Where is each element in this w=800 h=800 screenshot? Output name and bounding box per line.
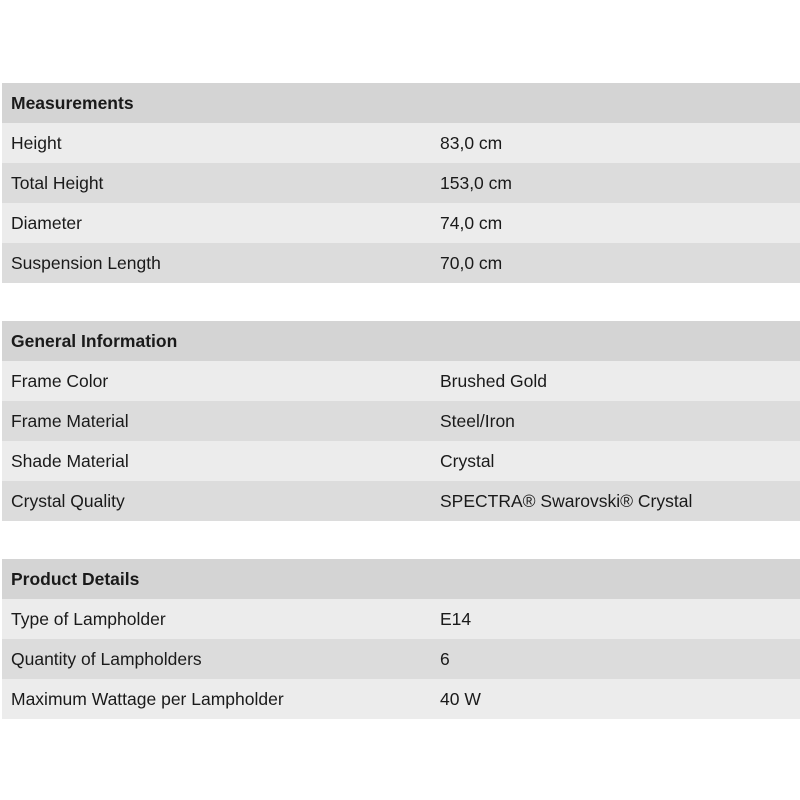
- table-row: [2, 401, 800, 441]
- section-title: Product Details: [11, 568, 140, 589]
- row-label: Suspension Length: [11, 252, 161, 273]
- row-value: 6: [440, 648, 450, 669]
- table-row: [2, 163, 800, 203]
- table-row: [2, 203, 800, 243]
- product-details-table: [2, 559, 800, 719]
- table-row: [2, 123, 800, 163]
- row-label: Shade Material: [11, 450, 129, 471]
- table-row: [2, 639, 800, 679]
- row-value: Crystal: [440, 450, 495, 471]
- row-label: Total Height: [11, 172, 104, 193]
- row-value: E14: [440, 608, 472, 629]
- row-label: Frame Material: [11, 410, 129, 431]
- row-value: 153,0 cm: [440, 172, 512, 193]
- table-row: [2, 243, 800, 283]
- row-value: SPECTRA® Swarovski® Crystal: [440, 490, 693, 511]
- row-label: Frame Color: [11, 370, 109, 391]
- table-row: [2, 481, 800, 521]
- general-information-table: [2, 321, 800, 521]
- section-title: Measurements: [11, 92, 134, 113]
- row-label: Type of Lampholder: [11, 608, 166, 629]
- section-header: [2, 559, 800, 599]
- table-row: [2, 441, 800, 481]
- row-value: 70,0 cm: [440, 252, 503, 273]
- section-header: [2, 321, 800, 361]
- row-label: Quantity of Lampholders: [11, 648, 202, 669]
- row-value: Steel/Iron: [440, 410, 515, 431]
- measurements-table: [2, 83, 800, 283]
- row-value: Brushed Gold: [440, 370, 548, 391]
- row-label: Height: [11, 132, 62, 153]
- table-row: [2, 679, 800, 719]
- section-title: General Information: [11, 330, 178, 351]
- row-value: 74,0 cm: [440, 212, 503, 233]
- row-label: Maximum Wattage per Lampholder: [11, 688, 284, 709]
- table-row: [2, 361, 800, 401]
- row-value: 40 W: [440, 688, 481, 709]
- section-header: [2, 83, 800, 123]
- row-value: 83,0 cm: [440, 132, 503, 153]
- row-label: Crystal Quality: [11, 490, 125, 511]
- row-label: Diameter: [11, 212, 82, 233]
- table-row: [2, 599, 800, 639]
